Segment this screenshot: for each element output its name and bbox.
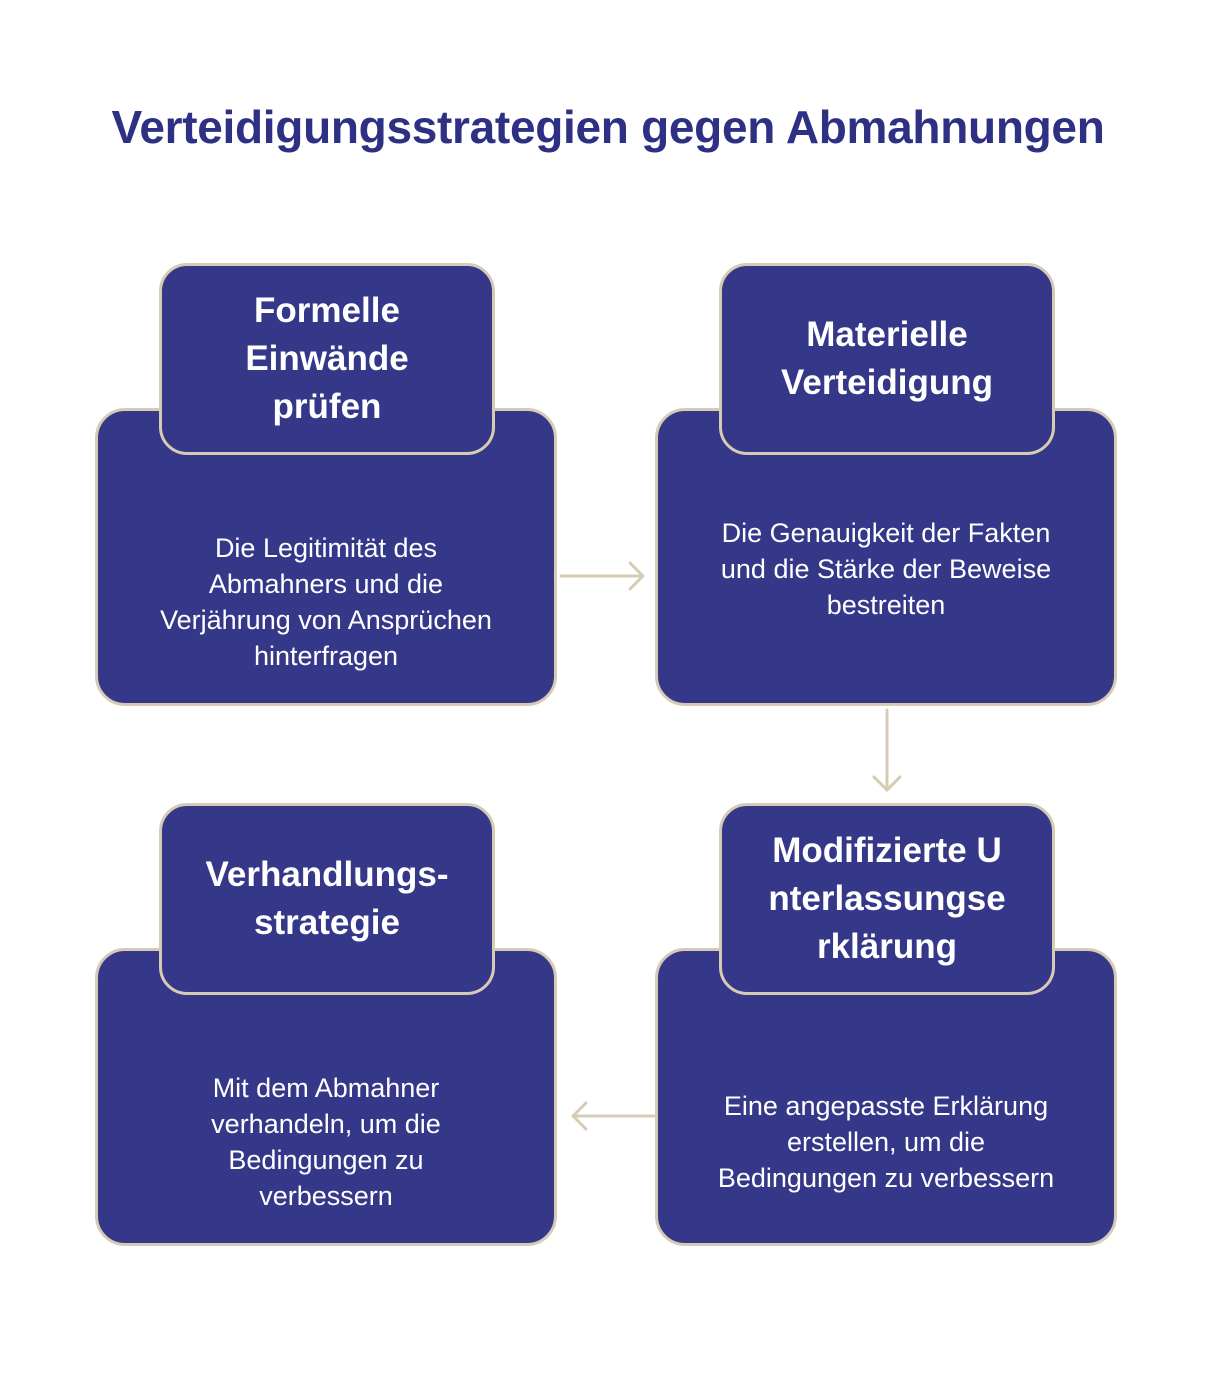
step-heading-box-formelle-einwaende xyxy=(159,263,495,455)
step-heading-box-verhandlungsstrategie xyxy=(159,803,495,995)
step-heading: Modifizierte Unterlassungserklärung xyxy=(768,831,1006,966)
arrow-right-icon xyxy=(561,563,643,589)
step-description: Die Legitimität des Abmahners und die Verjährung von Ansprüchen hinterfragen xyxy=(160,533,492,671)
step-description: Eine angepasste Erklärung erstellen, um die Bedingungen zu verbessern xyxy=(717,1091,1055,1193)
arrow-down-icon xyxy=(874,710,900,790)
step-heading: Formelle Einwände prüfen xyxy=(245,291,409,426)
diagram-title: Verteidigungsstrategien gegen Abmahnungen xyxy=(111,101,1105,153)
arrow-left-icon xyxy=(573,1103,654,1129)
step-heading: Materielle Verteidigung xyxy=(781,315,993,402)
step-heading: Verhandlungs-strategie xyxy=(205,855,449,942)
step-description: Mit dem Abmahner verhandeln, um die Bedingungen zu verbessern xyxy=(211,1073,441,1211)
step-heading-box-modifizierte-unterlassungserklaerung xyxy=(719,803,1055,995)
step-description: Die Genauigkeit der Fakten und die Stärke der Beweise bestreiten xyxy=(720,518,1052,620)
step-heading-box-materielle-verteidigung xyxy=(719,263,1055,455)
